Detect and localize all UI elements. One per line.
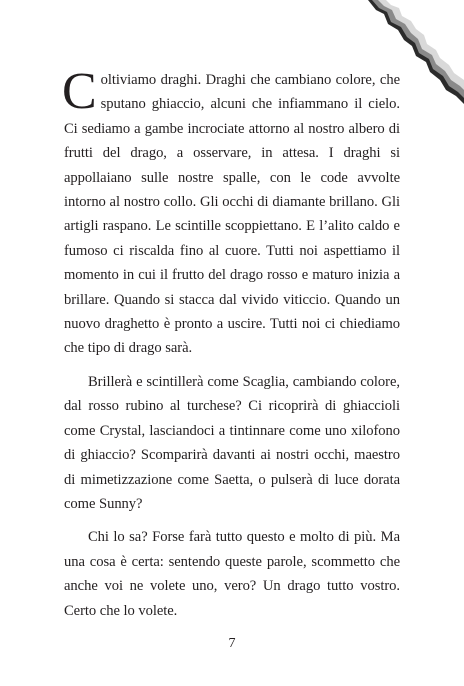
body-text	[62, 63, 400, 632]
paragraph-1	[62, 63, 400, 361]
page-number: 7	[228, 636, 236, 651]
paragraph-2: Brillerà e scintillerà come Scaglia, cambiando colore, dal rosso rubino al turchese? Ci ricoprirà di ghiaccioli come Crystal, lasciandoci a tintinnare come uno xilofono di ghiaccio? Scomparirà davanti ai nostri occhi, maestro di mimetizzazione come Saetta, o pulserà di luce dorata come Sunny?	[64, 373, 400, 512]
paragraph-3: Chi lo sa? Forse farà tutto questo e molto di più. Ma una cosa è certa: sentendo queste parole, scommetto che anche voi ne volete uno, vero? Un drago tutto vostro. Certo che lo volete.	[64, 529, 400, 619]
drop-cap-letter: C	[62, 63, 97, 120]
paragraph-1-text: oltiviamo draghi. Draghi che cambiano colore, che sputano ghiaccio, alcuni che infiammano il cielo. Ci sediamo a gambe incrociate attorno al nostro albero di frutti del drago, a osservare, in attesa. I draghi si appollaiano sulle nostre spalle, con le code avvolte intorno al nostro collo. Gli occhi di diamante brillano. Gli artigli raspano. Le scintille scoppiettano. E l’alito caldo e fumoso ci riscalda fino al cuore. Tutti noi aspettiamo il momento in cui il frutto del drago rosso e maturo inizia a brillare. Quando si stacca dal vivido viticcio. Quando un nuovo draghetto è pronto a uscire. Tutti noi ci chiediamo che tipo di drago sarà.	[64, 72, 400, 357]
